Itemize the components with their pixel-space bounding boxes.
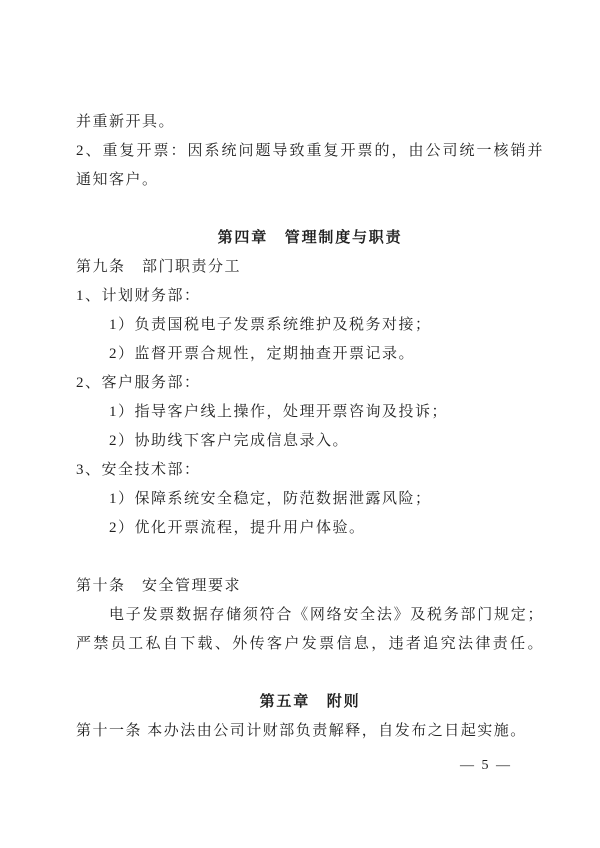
dept-finance-duty-2: 2）监督开票合规性，定期抽查开票记录。	[109, 346, 416, 362]
article-10-para-line-1: 电子发票数据存储须符合《网络安全法》及税务部门规定；	[109, 607, 544, 623]
blank-line	[76, 659, 544, 688]
dept-finance-label: 1、计划财务部：	[76, 288, 201, 304]
item-duplicate-invoicing: 2、重复开票：因系统问题导致重复开票的，由公司统一核销并	[76, 143, 544, 159]
blank-line	[76, 543, 544, 572]
chapter-4-heading: 第四章 管理制度与职责	[217, 230, 403, 246]
dept-security-tech-duty-2: 2）优化开票流程，提升用户体验。	[109, 520, 366, 536]
article-10-title: 第十条 安全管理要求	[76, 578, 242, 594]
item-duplicate-invoicing-continuation: 通知客户。	[76, 172, 159, 188]
dept-customer-service-duty-2: 2）协助线下客户完成信息录入。	[109, 433, 350, 449]
dept-customer-service-duty-1: 1）指导客户线上操作，处理开票咨询及投诉；	[109, 404, 449, 420]
document-body	[76, 108, 544, 746]
article-9-title: 第九条 部门职责分工	[76, 259, 242, 275]
dept-finance-duty-1: 1）负责国税电子发票系统维护及税务对接；	[109, 317, 432, 333]
dept-security-tech-duty-1: 1）保障系统安全稳定，防范数据泄露风险；	[109, 491, 432, 507]
page-number: — 5 —	[460, 758, 512, 773]
chapter-5-heading: 第五章 附则	[259, 694, 361, 710]
dept-security-tech-label: 3、安全技术部：	[76, 462, 201, 478]
para-reissue-continuation: 并重新开具。	[76, 114, 176, 130]
blank-line	[76, 195, 544, 224]
article-10-para-line-2: 严禁员工私自下载、外传客户发票信息，违者追究法律责任。	[76, 636, 544, 652]
dept-customer-service-label: 2、客户服务部：	[76, 375, 201, 391]
article-11-text: 第十一条 本办法由公司计财部负责解释，自发布之日起实施。	[76, 723, 527, 739]
